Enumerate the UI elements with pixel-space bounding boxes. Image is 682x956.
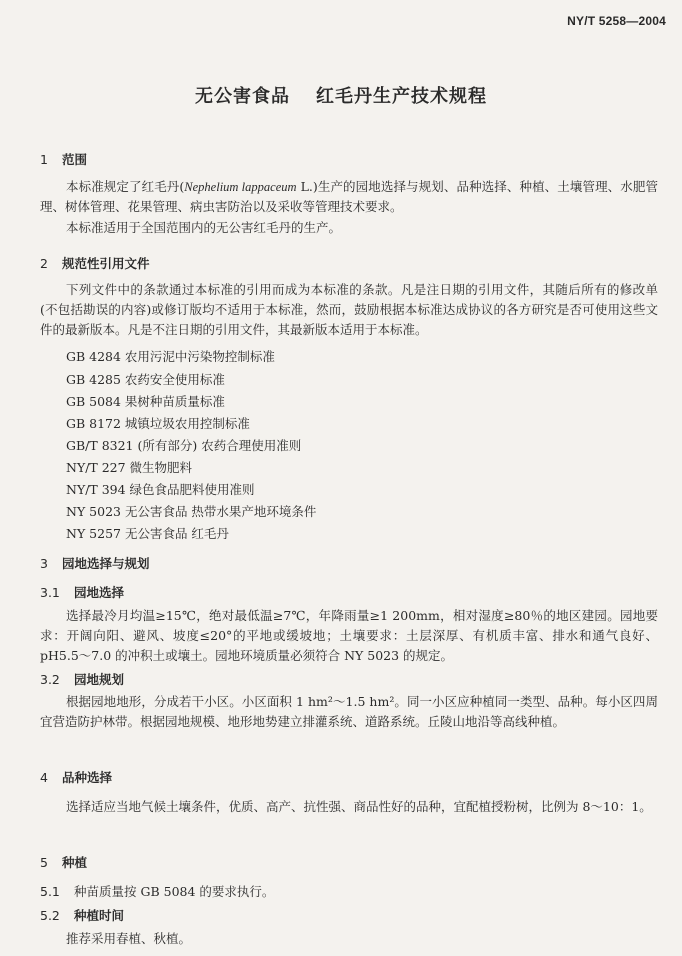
section-5-2-paragraph: 推荐采用春植、秋植。 <box>66 931 192 946</box>
section-3-2-paragraph: 根据园地地形，分成若干小区。小区面积 1 hm²～1.5 hm²。同一小区应种植同一类型、品种。每小区四周宜营造防护林带。根据园地规模、地形地势建立排灌系统、道路系统。丘陵山地沿等高线种植。 <box>40 694 658 729</box>
section-3-2-heading: 3.2 园地规划 <box>40 672 125 687</box>
section-1-heading: 1 范围 <box>40 152 88 167</box>
section-5-2-heading: 5.2 种植时间 <box>40 908 125 923</box>
section-3-1-heading: 3.1 园地选择 <box>40 585 125 600</box>
title-part-1: 无公害食品 <box>195 86 290 107</box>
section-2-heading: 2 规范性引用文件 <box>40 256 150 271</box>
reference-item: GB 8172 城镇垃圾农用控制标准 <box>66 416 250 431</box>
reference-item: GB 5084 果树种苗质量标准 <box>66 394 225 409</box>
section-2-paragraph: 下列文件中的条款通过本标准的引用而成为本标准的条款。凡是注日期的引用文件，其随后所有的修改单(不包括勘误的内容)或修订版均不适用于本标准，然而，鼓励根据本标准达成协议的各方研究是否可使用这些文件的最新版本。凡是不注日期的引用文件，其最新版本适用于本标准。 <box>40 282 658 337</box>
document-title <box>0 82 682 108</box>
reference-item: NY 5257 无公害食品 红毛丹 <box>66 526 229 541</box>
reference-item: GB 4284 农用污泥中污染物控制标准 <box>66 349 275 364</box>
reference-item: NY 5023 无公害食品 热带水果产地环境条件 <box>66 504 317 519</box>
section-4-heading: 4 品种选择 <box>40 770 113 785</box>
section-4-paragraph: 选择适应当地气候土壤条件，优质、高产、抗性强、商品性好的品种，宜配植授粉树，比例为 8～10：1。 <box>66 799 652 814</box>
reference-item: GB 4285 农药安全使用标准 <box>66 372 225 387</box>
reference-item: NY/T 394 绿色食品肥料使用准则 <box>66 482 255 497</box>
reference-item: GB/T 8321 (所有部分) 农药合理使用准则 <box>66 438 302 453</box>
reference-item: NY/T 227 微生物肥料 <box>66 460 193 475</box>
section-1-paragraph-1: 本标准规定了红毛丹(Nephelium lappaceum L.)生产的园地选择与规划、品种选择、种植、土壤管理、水肥管理、树体管理、花果管理、病虫害防治以及采收等管理技术要求。 <box>40 179 658 214</box>
section-3-1-paragraph: 选择最冷月均温≥15℃，绝对最低温≥7℃，年降雨量≥1 200mm，相对湿度≥80％的地区建园。园地要求：开阔向阳、避风、坡度≤20°的平地或缓坡地；土壤要求：土层深厚、有机质丰富、排水和通气良好、pH5.5～7.0 的冲积土或壤土。园地环境质量必须符合 NY 5023 的规定。 <box>40 608 658 663</box>
section-3-heading: 3 园地选择与规划 <box>40 556 150 571</box>
standard-code: NY/T 5258—2004 <box>567 14 666 28</box>
section-5-heading: 5 种植 <box>40 855 88 870</box>
title-part-2: 红毛丹生产技术规程 <box>316 86 487 107</box>
section-5-1: 5.1 种苗质量按 GB 5084 的要求执行。 <box>40 884 275 899</box>
section-1-paragraph-2: 本标准适用于全国范围内的无公害红毛丹的生产。 <box>66 220 342 235</box>
